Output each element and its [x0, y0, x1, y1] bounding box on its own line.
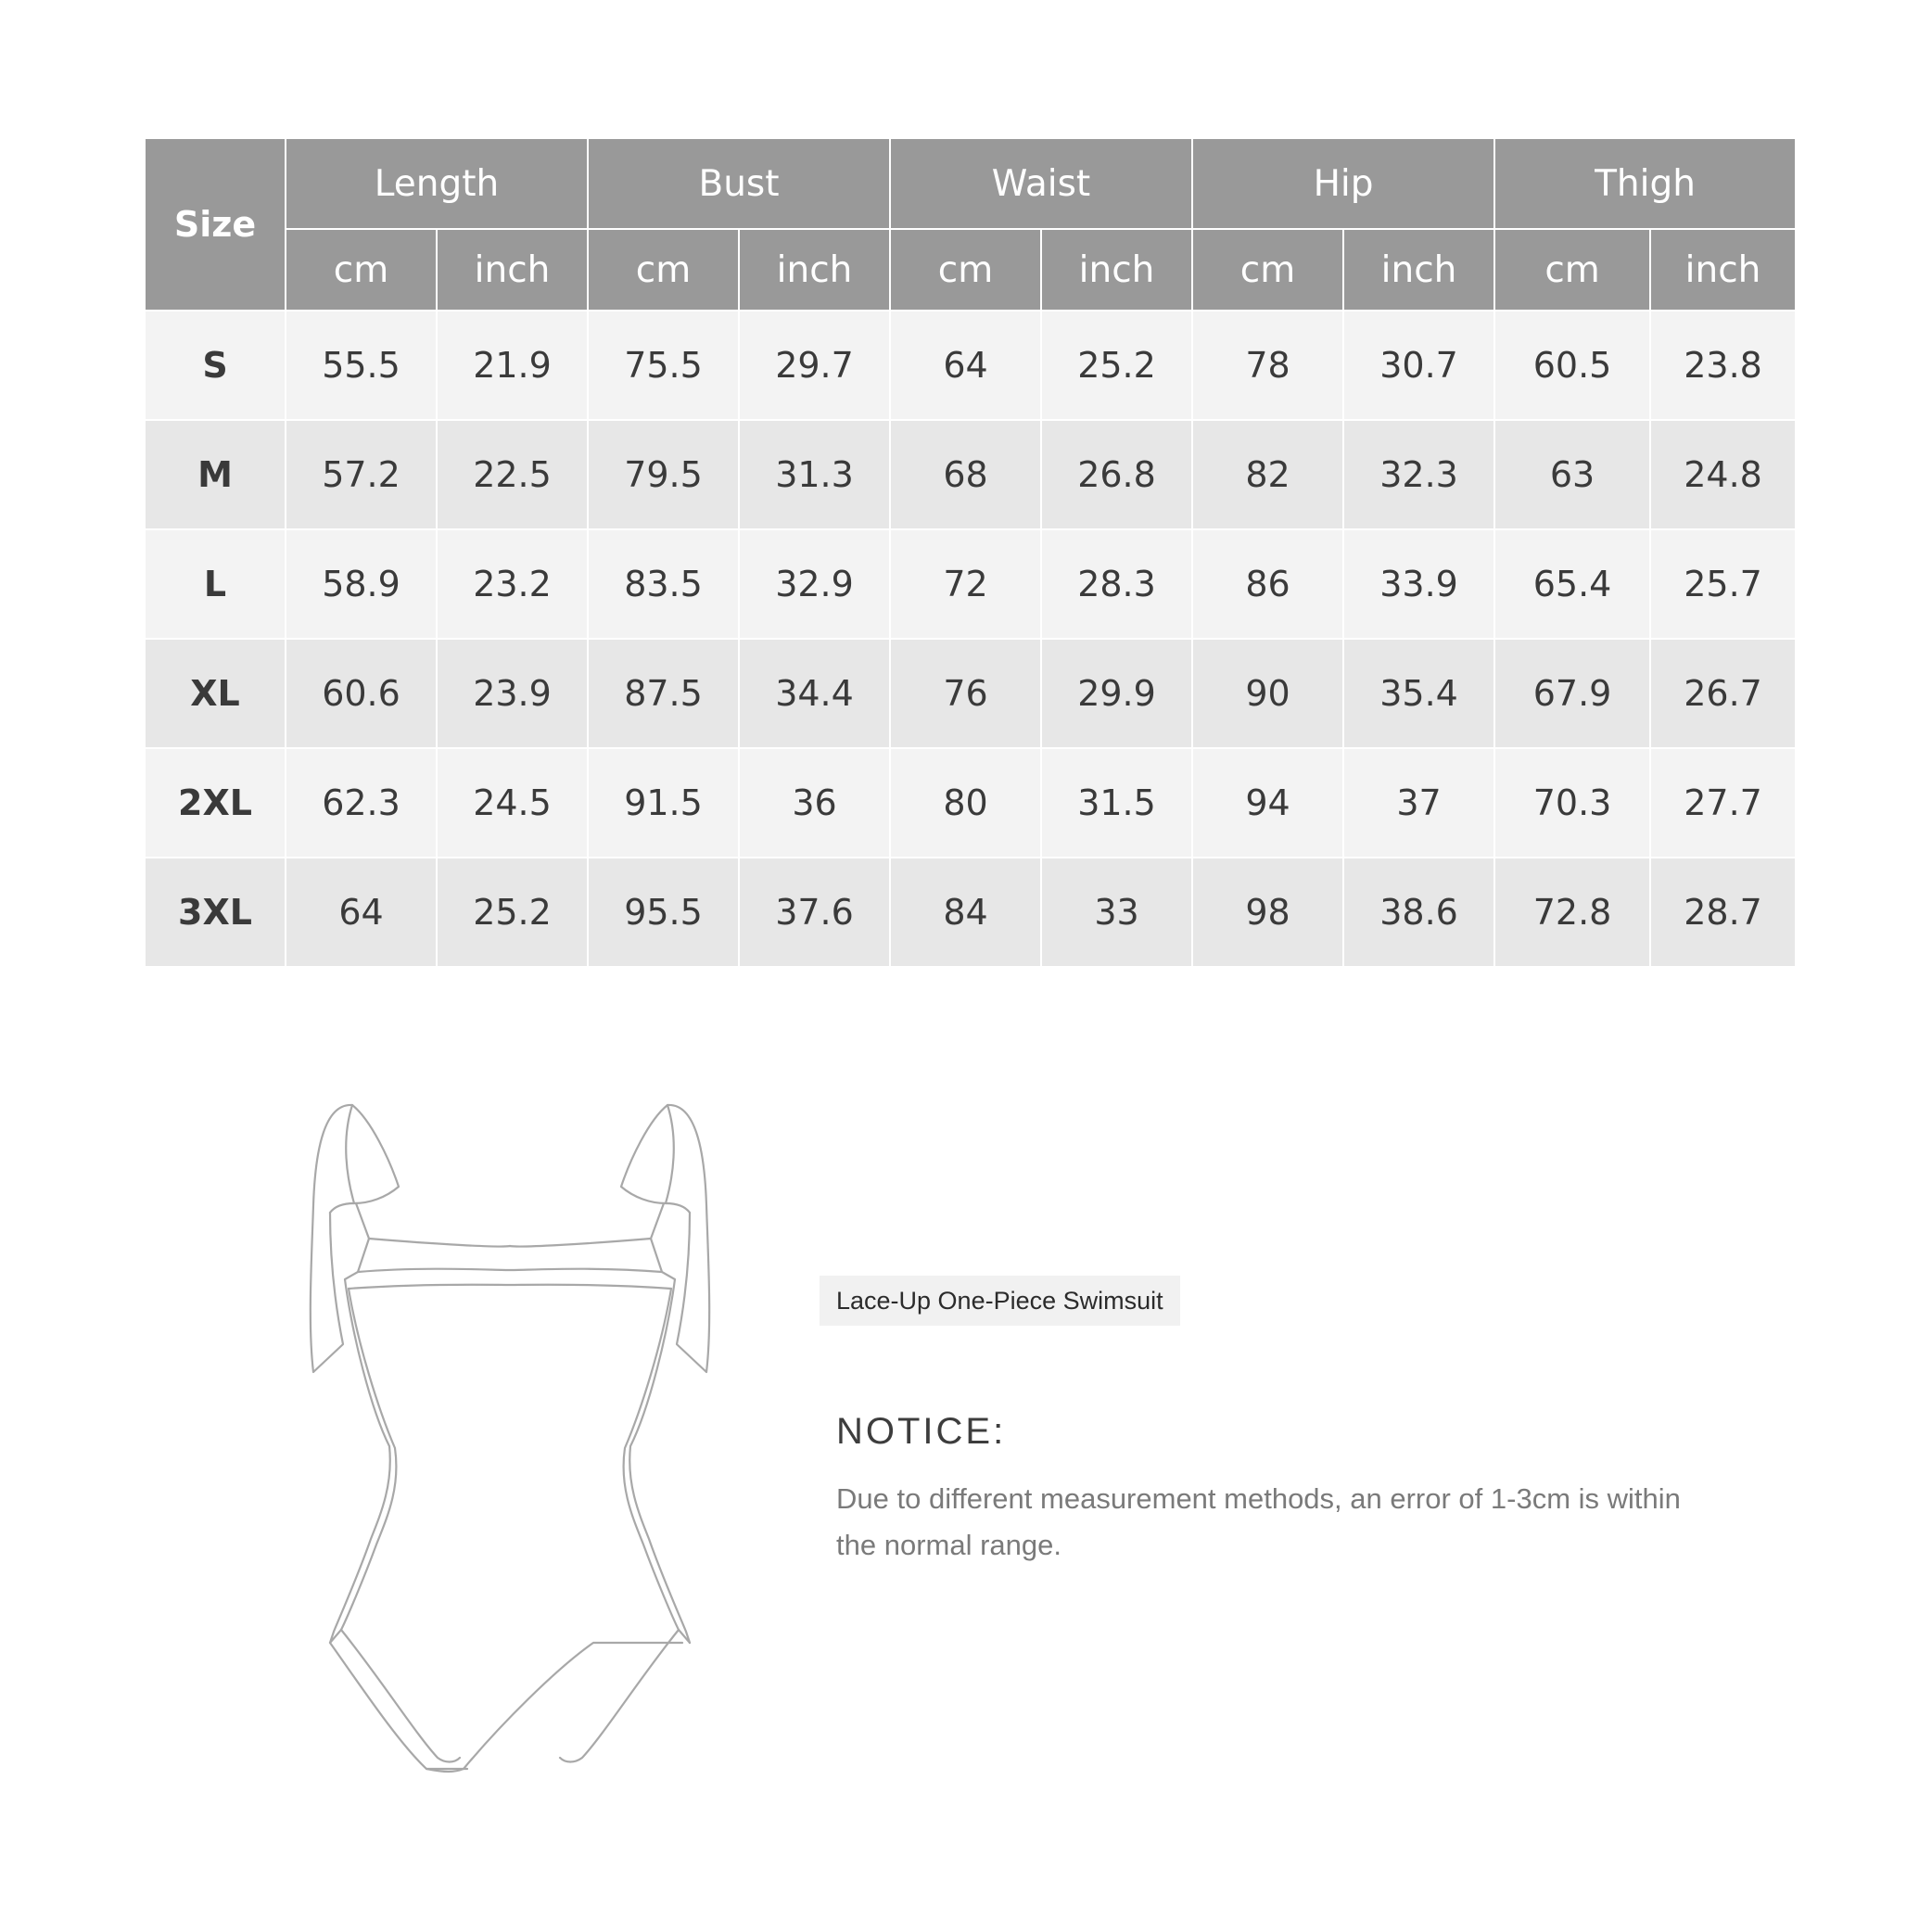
- table-row: [145, 529, 1796, 639]
- table-body: [145, 311, 1796, 967]
- unit-header: inch: [739, 229, 890, 311]
- unit-header: cm: [890, 229, 1041, 311]
- measurement-cell: 30.7: [1343, 311, 1494, 420]
- unit-header: cm: [588, 229, 739, 311]
- measurement-cell: 91.5: [588, 748, 739, 858]
- size-chart-table: [144, 137, 1797, 968]
- measurement-cell: 68: [890, 420, 1041, 529]
- measurement-cell: 32.9: [739, 529, 890, 639]
- measurement-cell: 87.5: [588, 639, 739, 748]
- measurement-cell: 23.2: [437, 529, 588, 639]
- unit-header: cm: [1494, 229, 1650, 311]
- measurement-cell: 35.4: [1343, 639, 1494, 748]
- group-header-hip: Hip: [1192, 138, 1494, 229]
- table-row: [145, 639, 1796, 748]
- measurement-cell: 98: [1192, 858, 1343, 967]
- size-cell: XL: [145, 639, 286, 748]
- table-row: [145, 311, 1796, 420]
- measurement-cell: 76: [890, 639, 1041, 748]
- size-cell: L: [145, 529, 286, 639]
- swimsuit-illustration: [297, 1094, 723, 1784]
- size-cell: S: [145, 311, 286, 420]
- measurement-cell: 60.5: [1494, 311, 1650, 420]
- swimsuit-icon: [297, 1094, 723, 1780]
- measurement-cell: 33.9: [1343, 529, 1494, 639]
- unit-header: inch: [1041, 229, 1192, 311]
- measurement-cell: 34.4: [739, 639, 890, 748]
- measurement-cell: 27.7: [1650, 748, 1796, 858]
- measurement-cell: 67.9: [1494, 639, 1650, 748]
- table-row: [145, 858, 1796, 967]
- measurement-cell: 55.5: [286, 311, 437, 420]
- unit-header: cm: [286, 229, 437, 311]
- measurement-cell: 23.9: [437, 639, 588, 748]
- header-unit-row: [145, 229, 1796, 311]
- measurement-cell: 25.2: [437, 858, 588, 967]
- table-row: [145, 420, 1796, 529]
- measurement-cell: 94: [1192, 748, 1343, 858]
- measurement-cell: 75.5: [588, 311, 739, 420]
- measurement-cell: 90: [1192, 639, 1343, 748]
- size-header: Size: [145, 138, 286, 311]
- measurement-cell: 37.6: [739, 858, 890, 967]
- measurement-cell: 31.5: [1041, 748, 1192, 858]
- size-cell: 3XL: [145, 858, 286, 967]
- measurement-cell: 80: [890, 748, 1041, 858]
- measurement-cell: 37: [1343, 748, 1494, 858]
- measurement-cell: 63: [1494, 420, 1650, 529]
- measurement-cell: 31.3: [739, 420, 890, 529]
- table-row: [145, 748, 1796, 858]
- measurement-cell: 60.6: [286, 639, 437, 748]
- unit-header: inch: [437, 229, 588, 311]
- measurement-cell: 25.2: [1041, 311, 1192, 420]
- measurement-cell: 84: [890, 858, 1041, 967]
- measurement-cell: 58.9: [286, 529, 437, 639]
- measurement-cell: 57.2: [286, 420, 437, 529]
- measurement-cell: 26.8: [1041, 420, 1192, 529]
- measurement-cell: 32.3: [1343, 420, 1494, 529]
- measurement-cell: 24.5: [437, 748, 588, 858]
- measurement-cell: 26.7: [1650, 639, 1796, 748]
- measurement-cell: 78: [1192, 311, 1343, 420]
- size-cell: 2XL: [145, 748, 286, 858]
- measurement-cell: 28.7: [1650, 858, 1796, 967]
- unit-header: inch: [1650, 229, 1796, 311]
- measurement-cell: 83.5: [588, 529, 739, 639]
- group-header-bust: Bust: [588, 138, 890, 229]
- group-header-waist: Waist: [890, 138, 1192, 229]
- measurement-cell: 29.9: [1041, 639, 1192, 748]
- measurement-cell: 28.3: [1041, 529, 1192, 639]
- measurement-cell: 62.3: [286, 748, 437, 858]
- measurement-cell: 64: [286, 858, 437, 967]
- unit-header: cm: [1192, 229, 1343, 311]
- measurement-cell: 23.8: [1650, 311, 1796, 420]
- measurement-cell: 95.5: [588, 858, 739, 967]
- group-header-length: Length: [286, 138, 588, 229]
- product-name-label: Lace-Up One-Piece Swimsuit: [820, 1276, 1180, 1326]
- measurement-cell: 65.4: [1494, 529, 1650, 639]
- measurement-cell: 33: [1041, 858, 1192, 967]
- header-group-row: [145, 138, 1796, 229]
- measurement-cell: 72.8: [1494, 858, 1650, 967]
- measurement-cell: 79.5: [588, 420, 739, 529]
- measurement-cell: 82: [1192, 420, 1343, 529]
- measurement-cell: 22.5: [437, 420, 588, 529]
- notice-text: Due to different measurement methods, an error of 1-3cm is within the normal range.: [836, 1482, 1681, 1561]
- unit-header: inch: [1343, 229, 1494, 311]
- group-header-thigh: Thigh: [1494, 138, 1796, 229]
- measurement-cell: 38.6: [1343, 858, 1494, 967]
- measurement-cell: 36: [739, 748, 890, 858]
- measurement-cell: 64: [890, 311, 1041, 420]
- measurement-cell: 21.9: [437, 311, 588, 420]
- measurement-cell: 29.7: [739, 311, 890, 420]
- measurement-cell: 70.3: [1494, 748, 1650, 858]
- measurement-cell: 86: [1192, 529, 1343, 639]
- measurement-cell: 24.8: [1650, 420, 1796, 529]
- measurement-cell: 25.7: [1650, 529, 1796, 639]
- measurement-cell: 72: [890, 529, 1041, 639]
- notice-title: NOTICE:: [836, 1411, 1007, 1452]
- size-cell: M: [145, 420, 286, 529]
